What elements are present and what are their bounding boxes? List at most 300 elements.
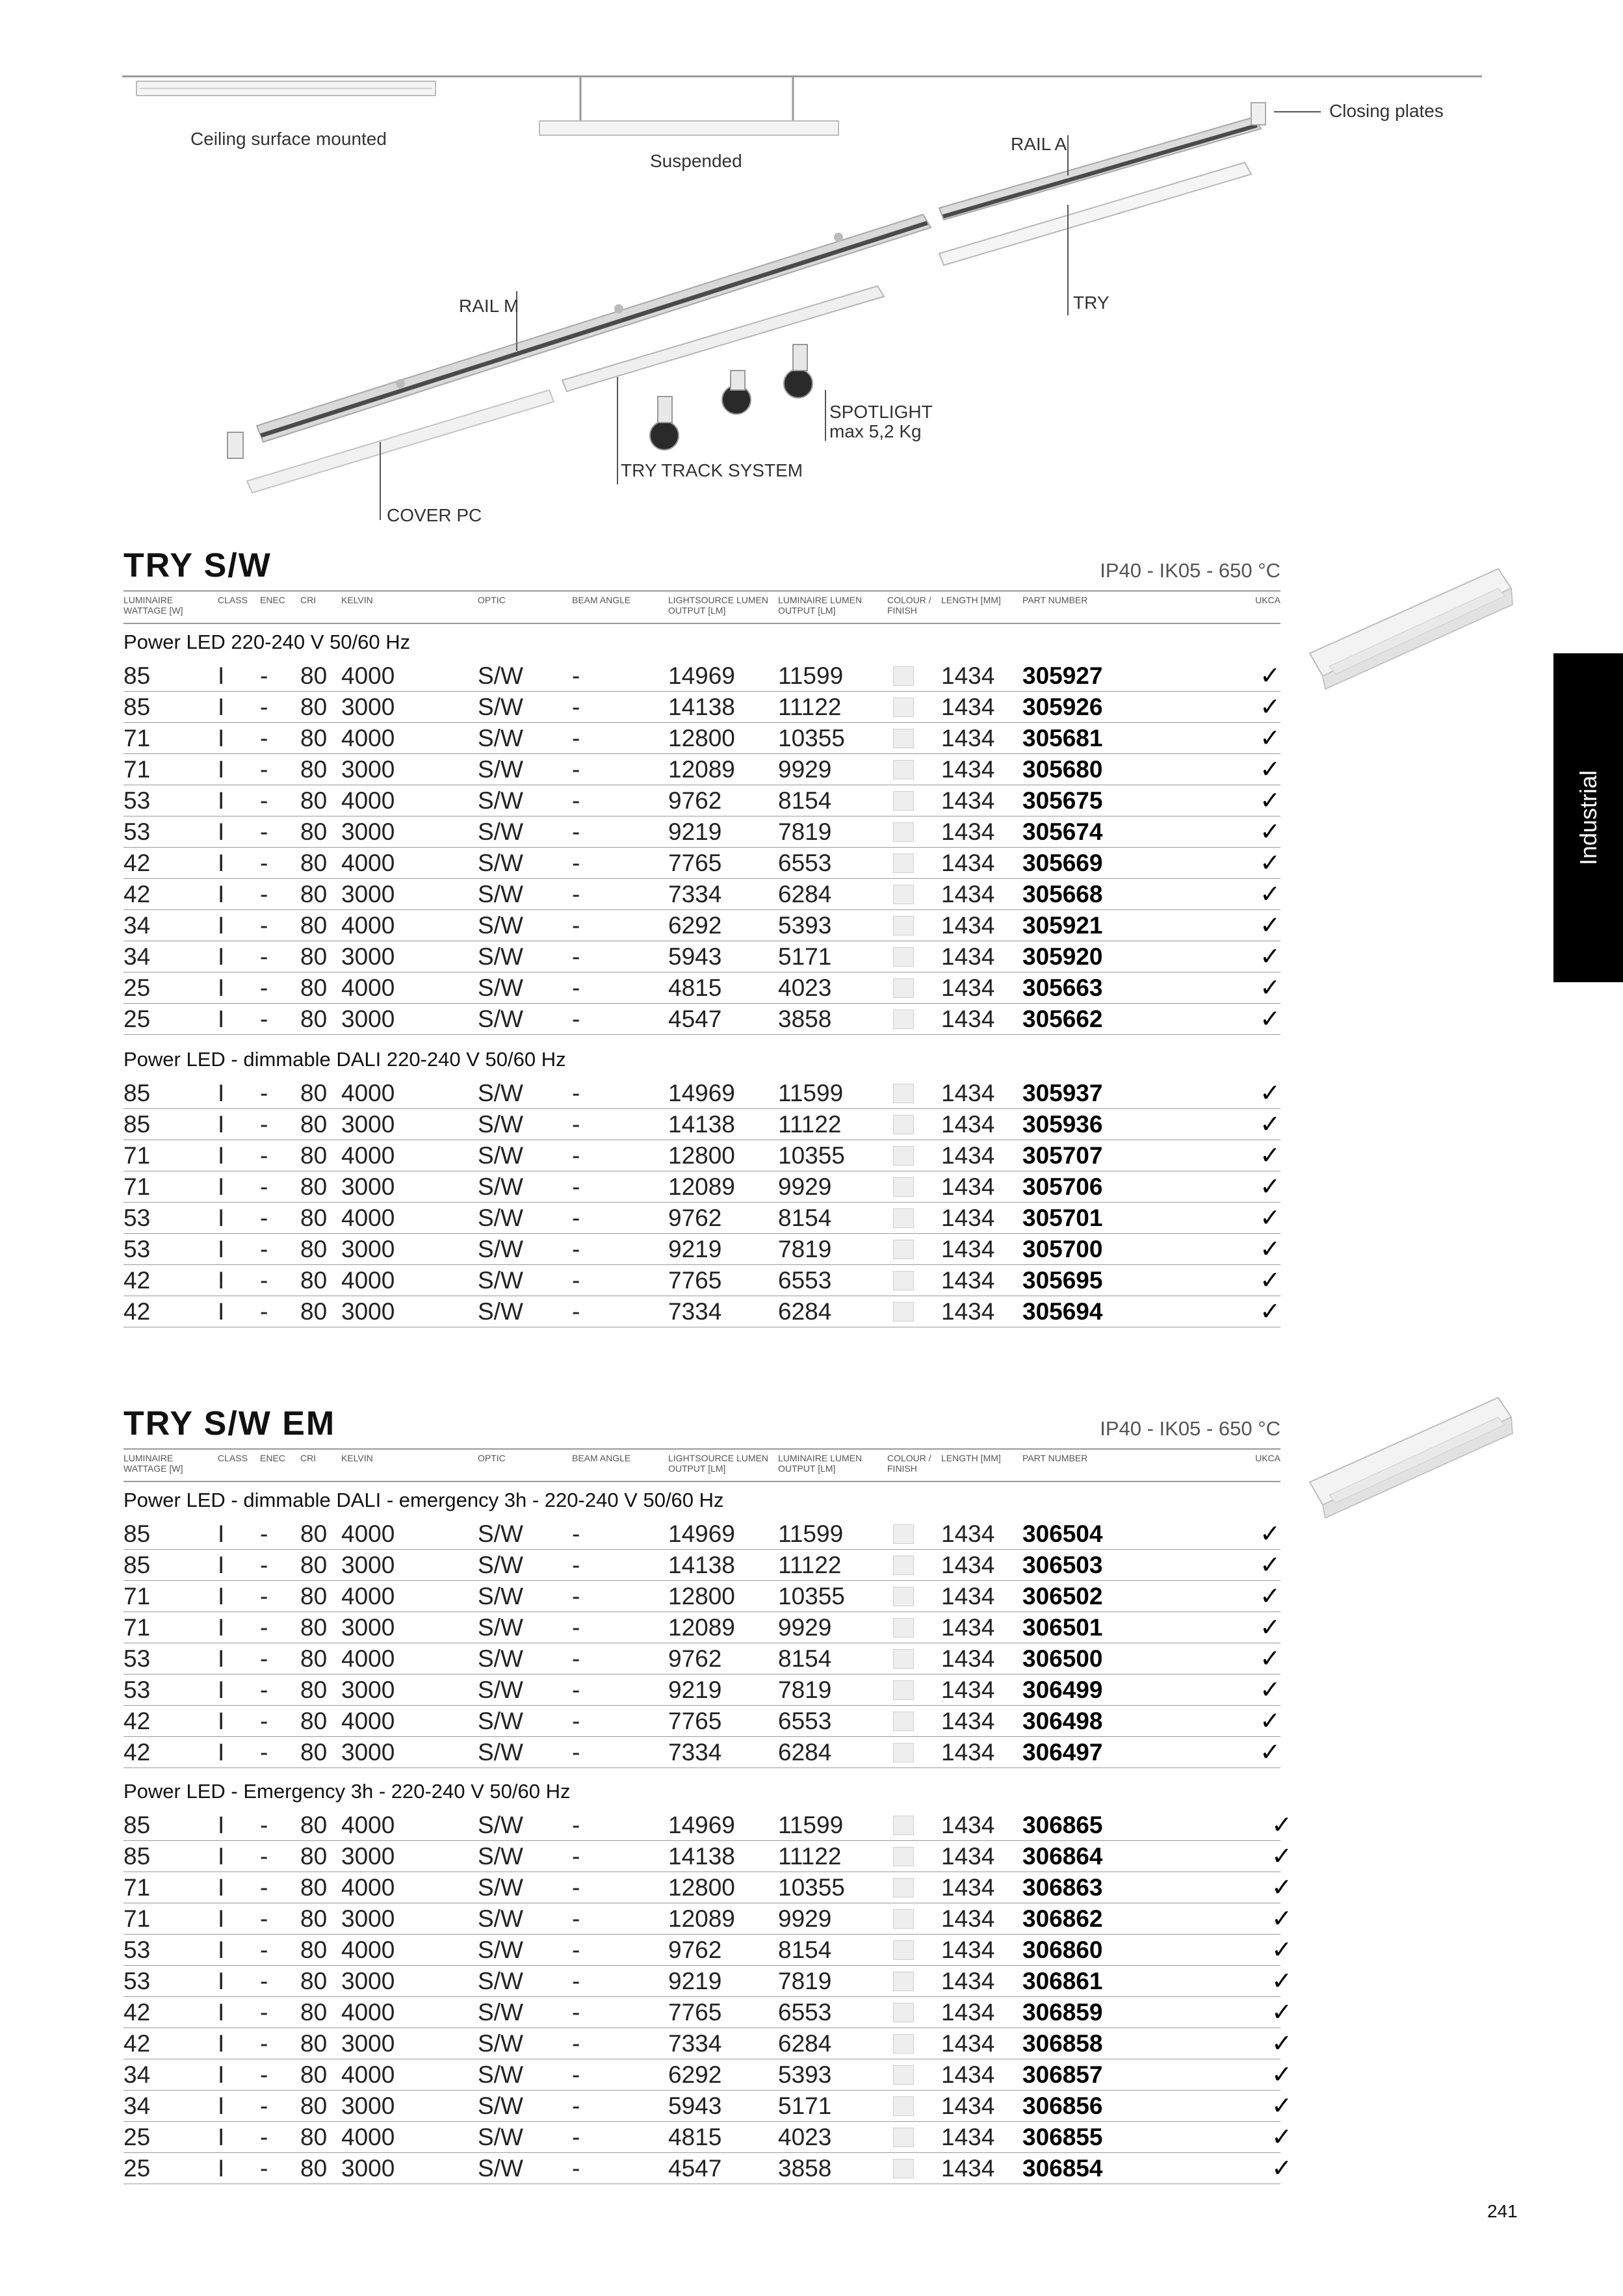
table-cell: S/W xyxy=(478,1614,523,1641)
table-cell: 80 xyxy=(300,1080,328,1106)
table-row xyxy=(123,1809,1292,1841)
table-cell: I xyxy=(218,2030,225,2057)
part-number: 305937 xyxy=(1022,1080,1103,1106)
part-number: 305695 xyxy=(1022,1267,1103,1294)
part-number: 305701 xyxy=(1022,1205,1103,1231)
ukca-check-icon: ✓ xyxy=(1271,1998,1292,2026)
part-number: 305663 xyxy=(1022,974,1103,1001)
part-number: 305674 xyxy=(1022,818,1103,845)
table-cell: 10355 xyxy=(778,1874,845,1901)
table-cell: 4000 xyxy=(341,1205,395,1231)
table-cell: - xyxy=(260,1080,268,1106)
table-cell: 80 xyxy=(300,725,328,751)
table-cell: I xyxy=(218,1676,225,1703)
table-cell: 1434 xyxy=(941,1937,995,1963)
table-cell: 80 xyxy=(300,1614,328,1641)
ukca-check-icon: ✓ xyxy=(1260,755,1280,783)
table-cell: - xyxy=(260,1708,268,1734)
table-cell: 6292 xyxy=(668,2061,722,2088)
table-cell: - xyxy=(260,1812,268,1838)
table-cell: 3000 xyxy=(341,1676,395,1703)
table-cell: I xyxy=(218,1645,225,1672)
table-cell: 1434 xyxy=(941,2124,995,2150)
table-cell: 7334 xyxy=(668,881,722,907)
table-cell: 80 xyxy=(300,1812,328,1838)
table-cell: 80 xyxy=(300,1583,328,1610)
colour-swatch xyxy=(893,1208,914,1228)
label-spotlight: SPOTLIGHT xyxy=(829,402,933,422)
table-cell: 9929 xyxy=(778,756,832,783)
table-cell: - xyxy=(572,1583,580,1610)
table-cell: - xyxy=(572,1080,580,1106)
table-cell: - xyxy=(260,2061,268,2088)
table-cell: 8154 xyxy=(778,1645,832,1672)
ukca-check-icon: ✓ xyxy=(1260,1644,1280,1673)
table-row xyxy=(123,1580,1280,1612)
table-cell: 9929 xyxy=(778,1905,832,1932)
section-try-sw xyxy=(123,546,1280,1326)
part-number: 306856 xyxy=(1022,2093,1103,2119)
label-spotlight-max: max 5,2 Kg xyxy=(829,421,922,441)
table-row xyxy=(123,1296,1280,1327)
table-cell: 4000 xyxy=(341,725,395,751)
ukca-check-icon: ✓ xyxy=(1260,1234,1280,1263)
table-row xyxy=(123,847,1280,879)
table-row xyxy=(123,1077,1280,1109)
colour-swatch xyxy=(893,885,914,904)
table-row xyxy=(123,2152,1292,2184)
colour-swatch xyxy=(893,698,914,717)
table-cell: 1434 xyxy=(941,1298,995,1325)
table-cell: 1434 xyxy=(941,1142,995,1169)
table-row xyxy=(123,1549,1280,1581)
label-closing-plates: Closing plates xyxy=(1329,101,1444,121)
table-cell: S/W xyxy=(478,1708,523,1734)
table-cell: I xyxy=(218,1583,225,1610)
table-cell: 80 xyxy=(300,1843,328,1870)
table-cell: 7765 xyxy=(668,850,722,876)
colour-swatch xyxy=(893,760,914,779)
table-cell: 1434 xyxy=(941,1614,995,1641)
table-cell: S/W xyxy=(478,1552,523,1578)
table-cell: 80 xyxy=(300,1645,328,1672)
group-title: Power LED - dimmable DALI 220-240 V 50/60 Hz xyxy=(123,1048,566,1071)
ukca-check-icon: ✓ xyxy=(1271,1966,1292,1995)
table-cell: S/W xyxy=(478,2030,523,2057)
table-cell: I xyxy=(218,1298,225,1325)
table-cell: 80 xyxy=(300,1520,328,1547)
table-cell: 80 xyxy=(300,2093,328,2119)
table-cell: S/W xyxy=(478,1080,523,1106)
table-cell: 53 xyxy=(123,1236,151,1262)
table-cell: - xyxy=(260,1676,268,1703)
table-cell: S/W xyxy=(478,881,523,907)
table-cell: S/W xyxy=(478,1874,523,1901)
hdr-beam: BEAM ANGLE xyxy=(572,595,631,605)
table-cell: 1434 xyxy=(941,2030,995,2057)
table-cell: 80 xyxy=(300,818,328,845)
ukca-check-icon: ✓ xyxy=(1271,1873,1292,1901)
table-cell: 53 xyxy=(123,1205,151,1231)
ukca-check-icon: ✓ xyxy=(1260,1613,1280,1641)
table-cell: 1434 xyxy=(941,850,995,876)
table-cell: 4000 xyxy=(341,1937,395,1963)
table-cell: 1434 xyxy=(941,818,995,845)
table-cell: - xyxy=(260,756,268,783)
label-cover: COVER PC xyxy=(387,505,482,525)
table-cell: S/W xyxy=(478,912,523,939)
table-cell: - xyxy=(572,2030,580,2057)
colour-swatch xyxy=(893,1556,914,1575)
table-cell: 1434 xyxy=(941,662,995,689)
table-cell: - xyxy=(260,1267,268,1294)
table-cell: S/W xyxy=(478,818,523,845)
table-cell: I xyxy=(218,1999,225,2026)
table-cell: - xyxy=(260,1583,268,1610)
table-cell: 80 xyxy=(300,1205,328,1231)
table-cell: - xyxy=(260,1520,268,1547)
table-cell: S/W xyxy=(478,1645,523,1672)
table-cell: 71 xyxy=(123,1173,151,1200)
colour-swatch xyxy=(893,1847,914,1866)
hdr-length: LENGTH [MM] xyxy=(941,595,1001,605)
table-cell: - xyxy=(572,2061,580,2088)
colour-swatch xyxy=(893,729,914,748)
ukca-check-icon: ✓ xyxy=(1271,1935,1292,1964)
colour-swatch xyxy=(893,1146,914,1166)
colour-swatch xyxy=(893,1302,914,1322)
table-row xyxy=(123,1934,1292,1966)
table-cell: 12800 xyxy=(668,1142,735,1169)
table-cell: 80 xyxy=(300,943,328,970)
table-cell: S/W xyxy=(478,1236,523,1262)
table-cell: 1434 xyxy=(941,912,995,939)
hdr-kelvin: KELVIN xyxy=(341,1453,373,1463)
table-row xyxy=(123,1264,1280,1296)
hdr-ukca: UKCA xyxy=(1255,1453,1280,1463)
table-cell: - xyxy=(260,1843,268,1870)
table-cell: 80 xyxy=(300,1708,328,1734)
ukca-check-icon: ✓ xyxy=(1271,2060,1292,2089)
table-cell: - xyxy=(260,1236,268,1262)
table-cell: - xyxy=(572,912,580,939)
part-number: 305694 xyxy=(1022,1298,1103,1325)
table-cell: 3000 xyxy=(341,1006,395,1032)
table-cell: S/W xyxy=(478,694,523,720)
table-cell: 3000 xyxy=(341,1173,395,1200)
table-cell: 6553 xyxy=(778,850,832,876)
table-cell: 71 xyxy=(123,1905,151,1932)
table-cell: 7819 xyxy=(778,818,832,845)
table-cell: 7765 xyxy=(668,1267,722,1294)
table-cell: - xyxy=(260,881,268,907)
part-number: 306497 xyxy=(1022,1739,1103,1766)
table-cell: - xyxy=(572,756,580,783)
table-cell: S/W xyxy=(478,756,523,783)
part-number: 306498 xyxy=(1022,1708,1103,1734)
hdr-kelvin: KELVIN xyxy=(341,595,373,605)
part-number: 306859 xyxy=(1022,1999,1103,2026)
table-cell: I xyxy=(218,1006,225,1032)
hdr-beam: BEAM ANGLE xyxy=(572,1453,631,1463)
table-cell: 71 xyxy=(123,1874,151,1901)
ukca-check-icon: ✓ xyxy=(1271,2122,1292,2151)
table-row xyxy=(123,1736,1280,1768)
part-number: 305675 xyxy=(1022,787,1103,814)
table-cell: 1434 xyxy=(941,1236,995,1262)
table-cell: I xyxy=(218,1142,225,1169)
table-row xyxy=(123,1108,1280,1140)
table-row xyxy=(123,1003,1280,1035)
table-cell: I xyxy=(218,1739,225,1766)
table-cell: 4000 xyxy=(341,850,395,876)
table-cell: 7334 xyxy=(668,2030,722,2057)
part-number: 305921 xyxy=(1022,912,1103,939)
table-cell: 4023 xyxy=(778,2124,832,2150)
table-cell: - xyxy=(572,1708,580,1734)
table-cell: - xyxy=(572,1905,580,1932)
table-cell: 80 xyxy=(300,1905,328,1932)
table-cell: 80 xyxy=(300,1968,328,1994)
table-cell: 53 xyxy=(123,1968,151,1994)
table-cell: 1434 xyxy=(941,1645,995,1672)
table-cell: I xyxy=(218,818,225,845)
table-cell: 14138 xyxy=(668,1552,735,1578)
colour-swatch xyxy=(893,978,914,998)
colour-swatch xyxy=(893,1972,914,1991)
ukca-check-icon: ✓ xyxy=(1271,2029,1292,2057)
table-cell: - xyxy=(260,1006,268,1032)
table-cell: 4000 xyxy=(341,974,395,1001)
table-cell: 9929 xyxy=(778,1614,832,1641)
table-cell: 85 xyxy=(123,1552,151,1578)
part-number: 306863 xyxy=(1022,1874,1103,1901)
colour-swatch xyxy=(893,2034,914,2054)
part-number: 306865 xyxy=(1022,1812,1103,1838)
table-cell: 7765 xyxy=(668,1708,722,1734)
table-cell: 6553 xyxy=(778,1267,832,1294)
table-cell: 12089 xyxy=(668,1173,735,1200)
table-cell: - xyxy=(260,1999,268,2026)
table-cell: - xyxy=(572,725,580,751)
table-cell: 6553 xyxy=(778,1708,832,1734)
table-cell: 42 xyxy=(123,1739,151,1766)
table-cell: I xyxy=(218,662,225,689)
table-cell: 80 xyxy=(300,1739,328,1766)
table-cell: 12089 xyxy=(668,1614,735,1641)
label-track-system: TRY TRACK SYSTEM xyxy=(621,460,803,480)
table-cell: 6553 xyxy=(778,1999,832,2026)
part-number: 306862 xyxy=(1022,1905,1103,1932)
table-cell: S/W xyxy=(478,1999,523,2026)
table-cell: 53 xyxy=(123,1676,151,1703)
table-cell: 6284 xyxy=(778,1298,832,1325)
table-cell: 53 xyxy=(123,1937,151,1963)
table-cell: - xyxy=(260,1739,268,1766)
table-cell: I xyxy=(218,1812,225,1838)
table-cell: 4547 xyxy=(668,1006,722,1032)
table-cell: 3000 xyxy=(341,1111,395,1138)
table-cell: - xyxy=(260,1298,268,1325)
product-image-try-sw xyxy=(1303,556,1518,705)
hdr-part: PART NUMBER xyxy=(1022,595,1088,605)
table-cell: 11599 xyxy=(778,662,844,689)
table-cell: 1434 xyxy=(941,1173,995,1200)
ukca-check-icon: ✓ xyxy=(1271,1904,1292,1933)
colour-swatch xyxy=(893,791,914,811)
table-cell: 4815 xyxy=(668,2124,722,2150)
table-cell: 3000 xyxy=(341,1614,395,1641)
table-cell: 3000 xyxy=(341,818,395,845)
table-cell: 4000 xyxy=(341,1708,395,1734)
table-cell: 80 xyxy=(300,2061,328,2088)
table-cell: 10355 xyxy=(778,1583,845,1610)
ukca-check-icon: ✓ xyxy=(1260,692,1280,721)
table-cell: - xyxy=(260,1968,268,1994)
table-cell: 14969 xyxy=(668,1520,735,1547)
table-cell: S/W xyxy=(478,850,523,876)
hdr-class: CLASS xyxy=(218,1453,248,1463)
table-cell: 11122 xyxy=(778,1552,842,1578)
table-cell: S/W xyxy=(478,1205,523,1231)
table-cell: 34 xyxy=(123,943,151,970)
colour-swatch xyxy=(893,1115,914,1134)
table-cell: S/W xyxy=(478,2061,523,2088)
table-row xyxy=(123,1518,1280,1550)
table-row xyxy=(123,2028,1292,2059)
table-cell: 11599 xyxy=(778,1812,844,1838)
table-cell: S/W xyxy=(478,1142,523,1169)
table-cell: - xyxy=(260,974,268,1001)
colour-swatch xyxy=(893,1177,914,1197)
table-cell: 42 xyxy=(123,2030,151,2057)
table-cell: I xyxy=(218,850,225,876)
group-title: Power LED 220-240 V 50/60 Hz xyxy=(123,631,411,653)
table-cell: 80 xyxy=(300,1552,328,1578)
table-cell: S/W xyxy=(478,1111,523,1138)
part-number: 305700 xyxy=(1022,1236,1103,1262)
table-cell: 1434 xyxy=(941,694,995,720)
table-cell: 1434 xyxy=(941,1676,995,1703)
table-row xyxy=(123,660,1280,692)
ukca-check-icon: ✓ xyxy=(1260,1141,1280,1169)
table-cell: - xyxy=(572,1614,580,1641)
table-cell: - xyxy=(260,725,268,751)
table-cell: S/W xyxy=(478,1006,523,1032)
table-cell: 3000 xyxy=(341,2155,395,2182)
table-cell: - xyxy=(572,818,580,845)
hdr-length: LENGTH [MM] xyxy=(941,1453,1001,1463)
table-row xyxy=(123,753,1280,785)
table-cell: 80 xyxy=(300,881,328,907)
table-cell: I xyxy=(218,2061,225,2088)
part-number: 306504 xyxy=(1022,1520,1103,1547)
ukca-check-icon: ✓ xyxy=(1260,1078,1280,1107)
colour-swatch xyxy=(893,1712,914,1731)
ukca-check-icon: ✓ xyxy=(1260,1738,1280,1766)
table-cell: 80 xyxy=(300,1173,328,1200)
table-row xyxy=(123,909,1280,941)
table-cell: - xyxy=(572,662,580,689)
table-cell: S/W xyxy=(478,974,523,1001)
table-cell: 1434 xyxy=(941,2093,995,2119)
table-cell: 1434 xyxy=(941,1111,995,1138)
table-cell: - xyxy=(260,662,268,689)
table-cell: - xyxy=(260,1111,268,1138)
table-cell: - xyxy=(260,2155,268,2182)
table-cell: S/W xyxy=(478,1298,523,1325)
table-cell: I xyxy=(218,1080,225,1106)
table-cell: 7334 xyxy=(668,1298,722,1325)
table-cell: 6292 xyxy=(668,912,722,939)
hdr-cri: CRI xyxy=(300,595,317,605)
table-cell: 3000 xyxy=(341,1843,395,1870)
table-cell: 85 xyxy=(123,662,151,689)
table-cell: - xyxy=(572,1006,580,1032)
table-cell: - xyxy=(572,850,580,876)
table-cell: 12089 xyxy=(668,1905,735,1932)
table-cell: 1434 xyxy=(941,1708,995,1734)
table-cell: S/W xyxy=(478,1905,523,1932)
colour-swatch xyxy=(893,666,914,686)
table-cell: S/W xyxy=(478,1520,523,1547)
table-cell: 6284 xyxy=(778,881,832,907)
table-cell: - xyxy=(260,1552,268,1578)
table-cell: 1434 xyxy=(941,1739,995,1766)
table-cell: - xyxy=(260,2124,268,2150)
table-cell: 4000 xyxy=(341,1520,395,1547)
table-cell: 4000 xyxy=(341,2124,395,2150)
part-number: 306503 xyxy=(1022,1552,1103,1578)
table-cell: 6284 xyxy=(778,2030,832,2057)
ukca-check-icon: ✓ xyxy=(1260,724,1280,752)
table-cell: 80 xyxy=(300,1298,328,1325)
hdr-luminaire-lumen: LUMINAIRE LUMEN OUTPUT [LM] xyxy=(778,595,863,616)
part-number: 305668 xyxy=(1022,881,1103,907)
part-number: 305662 xyxy=(1022,1006,1103,1032)
table-cell: 3000 xyxy=(341,1236,395,1262)
table-cell: 7334 xyxy=(668,1739,722,1766)
part-number: 306857 xyxy=(1022,2061,1103,2088)
table-cell: 14969 xyxy=(668,1812,735,1838)
table-cell: 4000 xyxy=(341,912,395,939)
table-cell: 8154 xyxy=(778,1205,832,1231)
table-cell: - xyxy=(260,1173,268,1200)
table-cell: 80 xyxy=(300,787,328,814)
table-cell: - xyxy=(572,1645,580,1672)
ukca-check-icon: ✓ xyxy=(1260,1297,1280,1325)
hdr-optic: OPTIC xyxy=(478,1453,506,1463)
table-cell: - xyxy=(572,1968,580,1994)
table-cell: - xyxy=(260,787,268,814)
table-cell: - xyxy=(572,694,580,720)
table-cell: 25 xyxy=(123,974,151,1001)
side-tab xyxy=(1553,653,1623,982)
table-cell: - xyxy=(260,2093,268,2119)
group-title: Power LED - dimmable DALI - emergency 3h - 220-240 V 50/60 Hz xyxy=(123,1489,724,1511)
table-cell: 4000 xyxy=(341,1812,395,1838)
table-cell: 80 xyxy=(300,1236,328,1262)
table-cell: - xyxy=(260,694,268,720)
ukca-check-icon: ✓ xyxy=(1260,661,1280,690)
colour-swatch xyxy=(893,1878,914,1898)
table-cell: 3000 xyxy=(341,694,395,720)
part-number: 306500 xyxy=(1022,1645,1103,1672)
table-cell: 12800 xyxy=(668,1583,735,1610)
table-cell: 1434 xyxy=(941,2155,995,2182)
part-number: 305920 xyxy=(1022,943,1103,970)
table-cell: 71 xyxy=(123,1142,151,1169)
